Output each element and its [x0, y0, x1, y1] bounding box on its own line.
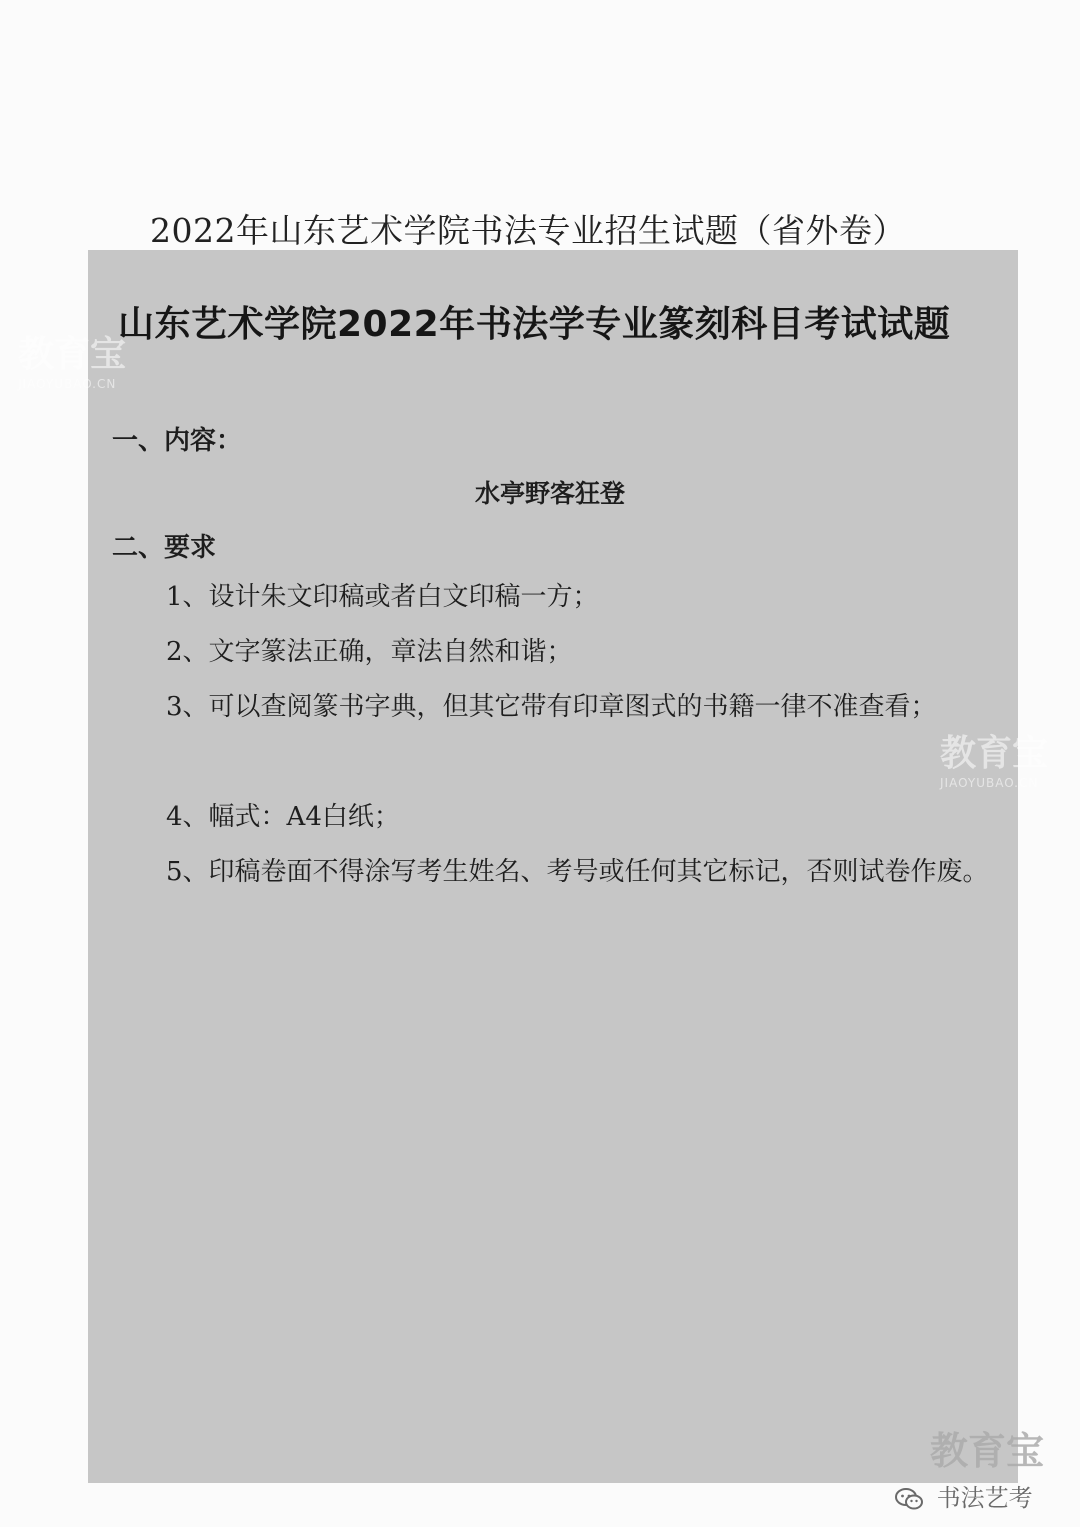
- requirement-item-5: 5、印稿卷面不得涂写考生姓名、考号或任何其它标记，否则试卷作废。: [166, 857, 989, 887]
- watermark-brand: 教育宝: [940, 733, 1049, 774]
- watermark-url: JIAOYUBAO.CN: [18, 377, 117, 391]
- requirement-item-3: 3、可以查阅篆书字典，但其它带有印章图式的书籍一律不准查看；: [166, 692, 937, 722]
- section-content-heading: 一、内容：: [112, 426, 243, 456]
- wechat-icon: [895, 1488, 923, 1510]
- seal-content-text: 水亭野客狂登: [474, 479, 625, 508]
- watermark-brand: 教育宝: [18, 334, 127, 375]
- section-requirements-heading: 二、要求: [112, 533, 217, 563]
- requirement-item-2: 2、文字篆法正确，章法自然和谐；: [166, 637, 573, 667]
- requirement-item-4: 4、幅式：A4白纸；: [166, 802, 400, 832]
- watermark-brand: 教育宝: [930, 1429, 1045, 1473]
- watermark-url: JIAOYUBAO.CN: [940, 776, 1039, 790]
- outer-title: 2022年山东艺术学院书法专业招生试题（省外卷）: [150, 211, 906, 250]
- wechat-account-name: 书法艺考: [936, 1484, 1033, 1512]
- watermark-left: [18, 326, 126, 391]
- exam-title: 山东艺术学院2022年书法学专业篆刻科目考试试题: [118, 304, 951, 345]
- watermark-bottom: [930, 1420, 1044, 1475]
- requirement-item-1: 1、设计朱文印稿或者白文印稿一方；: [166, 582, 599, 612]
- wechat-account-mark: [895, 1478, 1033, 1513]
- watermark-right: [940, 725, 1048, 790]
